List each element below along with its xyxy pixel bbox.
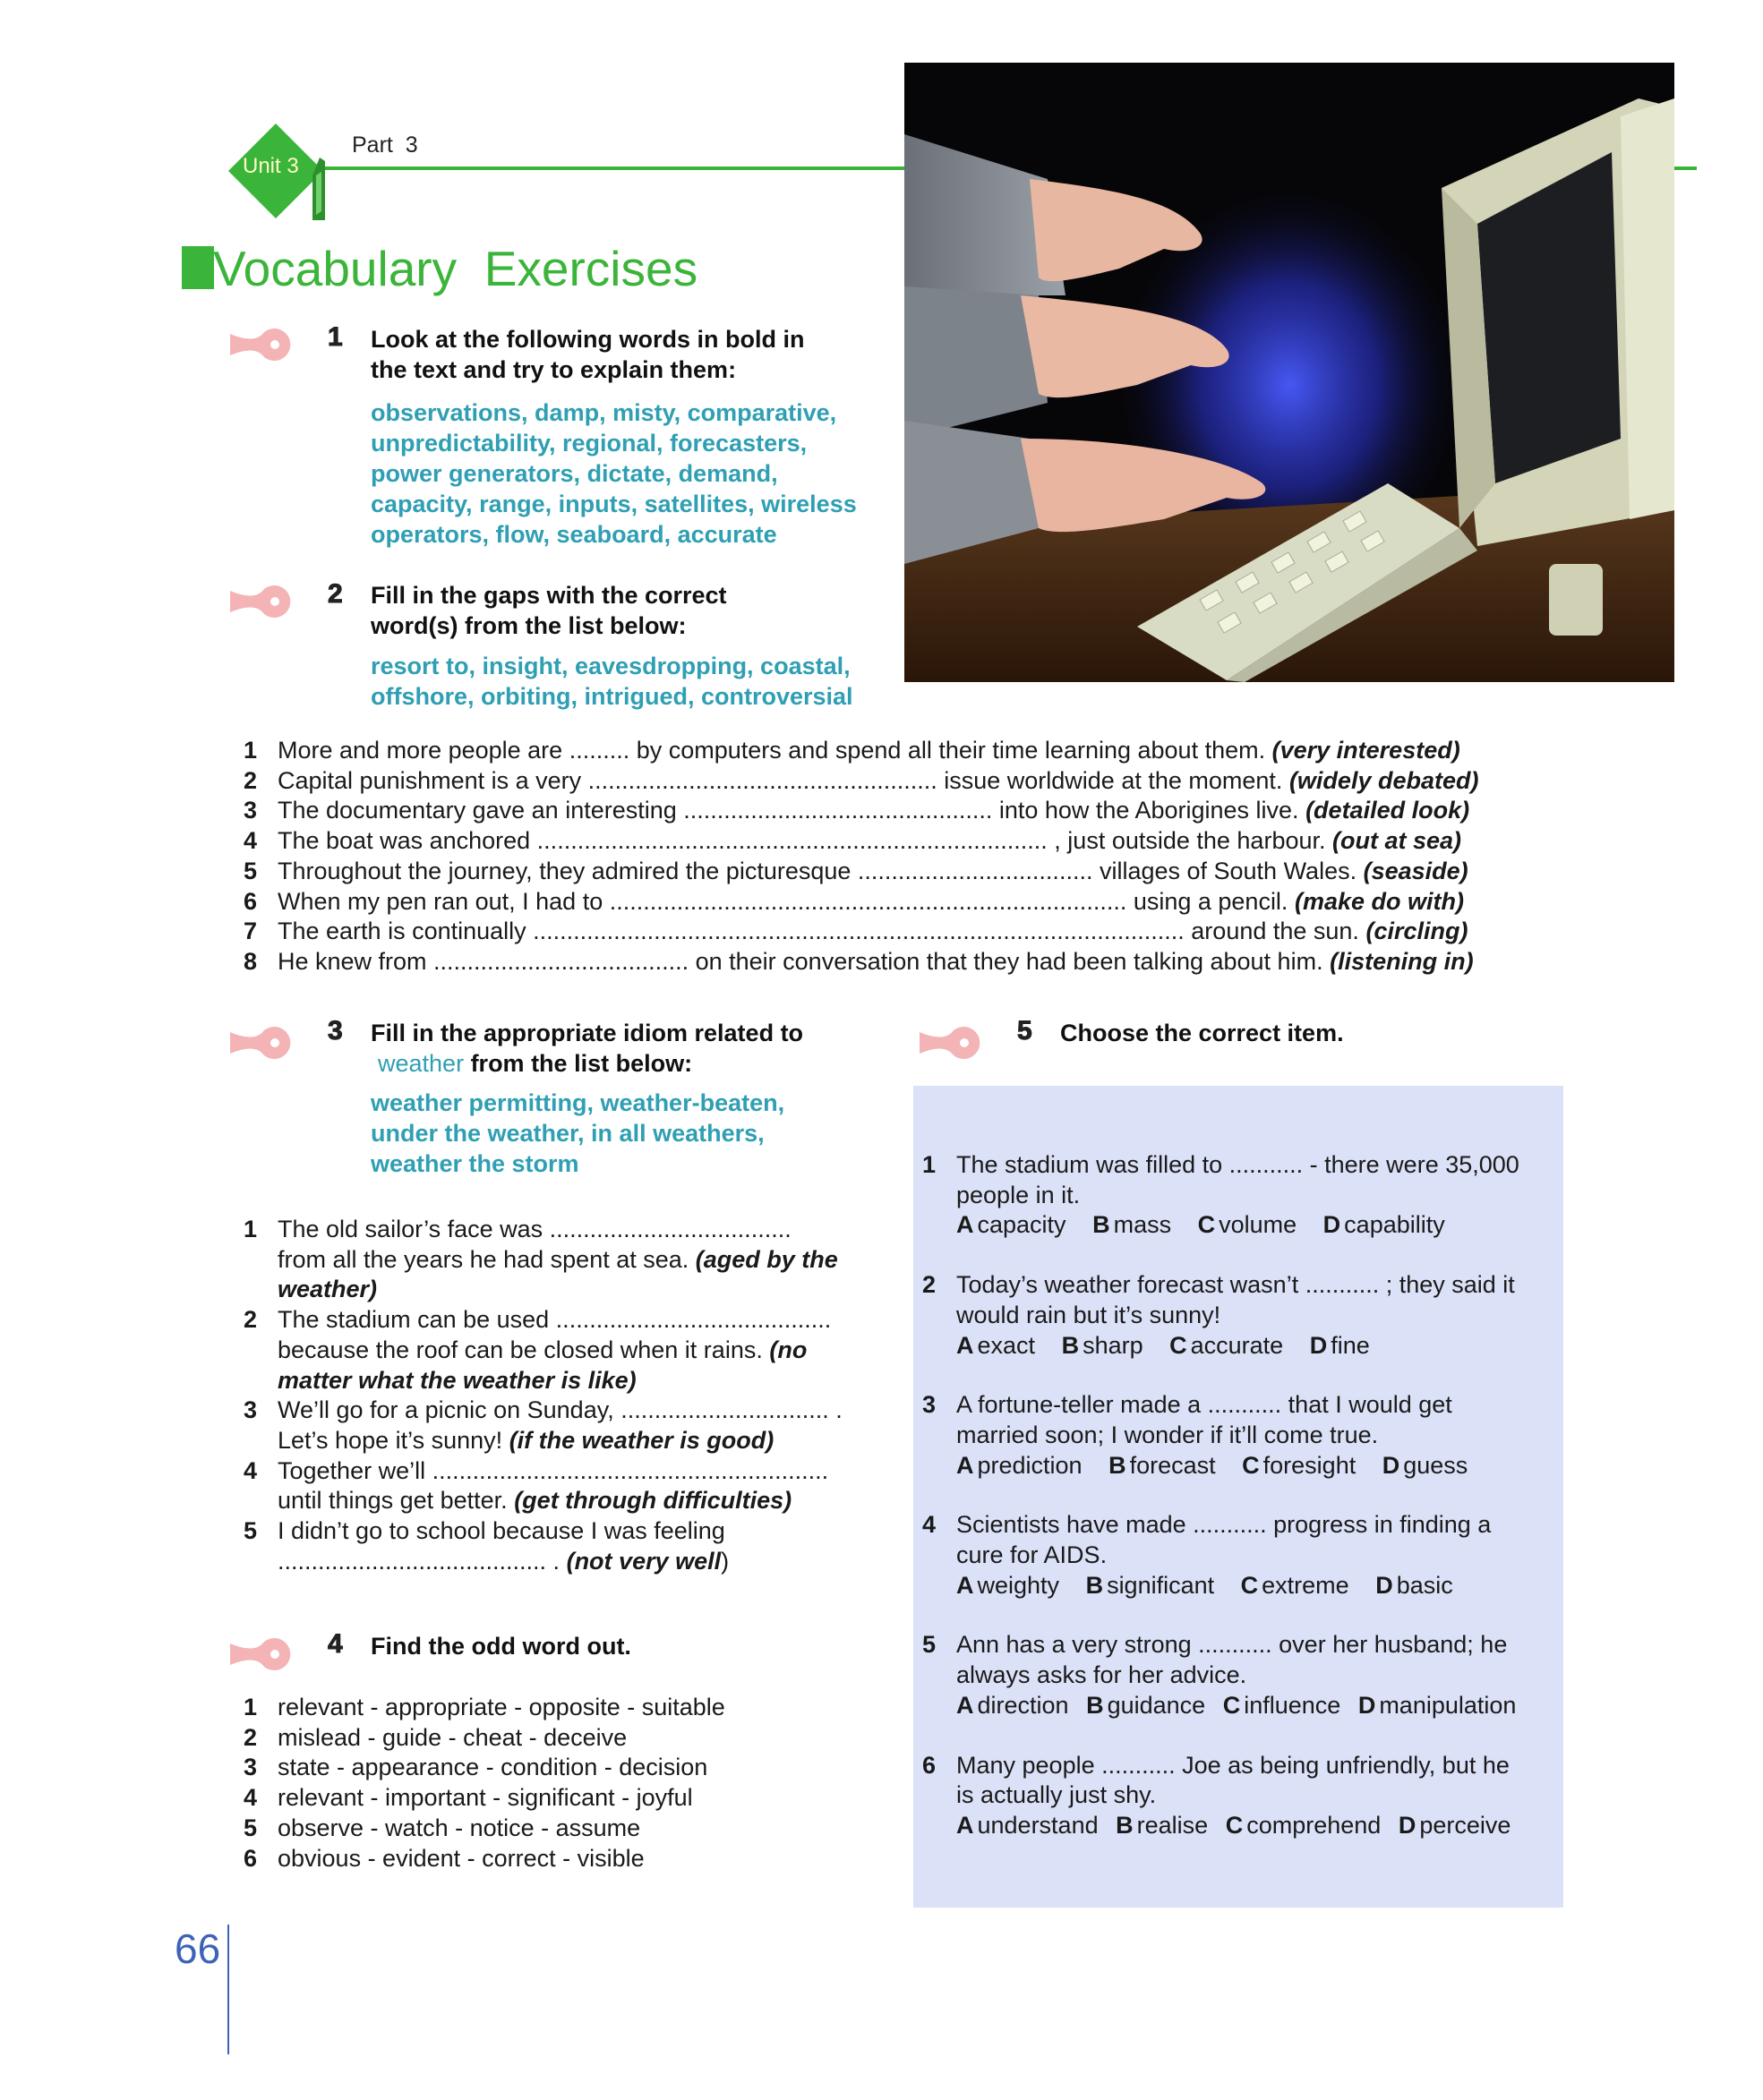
- option-text: guidance: [1107, 1691, 1206, 1719]
- ex3-item-hint: (if the weather is good): [509, 1426, 775, 1454]
- ex3-item-hint-cont: matter what the weather is like): [278, 1366, 637, 1394]
- ex4-item-text: obvious - evident - correct - visible: [278, 1844, 645, 1872]
- ex4-item-number: 1: [244, 1694, 258, 1720]
- ex3-items: [244, 1215, 888, 1576]
- ex3-item-line2: [278, 1336, 888, 1366]
- option-text: capacity: [977, 1211, 1066, 1239]
- ex4-item-number: 2: [244, 1723, 258, 1751]
- ex5-options: [956, 1210, 1558, 1241]
- ex5-question: [922, 1270, 1558, 1361]
- ex5-option[interactable]: [1226, 1812, 1382, 1839]
- ex5-question-line1: Ann has a very strong ........... over her husband; he: [956, 1631, 1508, 1659]
- ex1-instruction: [371, 324, 804, 385]
- ex5-question-line1: The stadium was filled to ........... - there were 35,000: [956, 1151, 1519, 1178]
- ex4-item: [244, 1814, 725, 1844]
- ex5-pin-icon: [918, 1025, 994, 1065]
- ex3-item-hint: (not very well: [566, 1547, 722, 1575]
- ex5-question: [922, 1510, 1558, 1601]
- ex2-sentence-text: Capital punishment is a very .................................................... issue worldwide at the moment.: [278, 766, 1283, 794]
- ex4-item-text: state - appearance - condition - decision: [278, 1754, 708, 1781]
- ex2-sentence-number: 8: [244, 947, 258, 975]
- ex3-item-hint: (no: [769, 1336, 808, 1363]
- ex3-item-text: from all the years he had spent at sea.: [278, 1245, 696, 1273]
- ex5-option[interactable]: [1169, 1332, 1283, 1359]
- ex4-item-number: 6: [244, 1844, 258, 1872]
- unit-badge: [227, 122, 325, 220]
- ex5-question-line1: Scientists have made ........... progress in finding a: [956, 1511, 1492, 1539]
- ex2-instruction-line1: Fill in the gaps with the correct: [371, 582, 727, 609]
- ex2-number: 2: [328, 579, 343, 609]
- ex5-question-line1: Today’s weather forecast wasn’t ........... ; they said it: [956, 1271, 1515, 1299]
- ex2-sentence-hint: (widely debated): [1288, 766, 1479, 794]
- option-letter: C: [1222, 1691, 1241, 1719]
- ex3-instruction-line1: Fill in the appropriate idiom related to: [371, 1020, 804, 1046]
- option-text: direction: [977, 1691, 1069, 1719]
- ex3-instruction: [371, 1018, 803, 1079]
- option-text: volume: [1219, 1211, 1297, 1239]
- ex4-instruction: Find the odd word out.: [371, 1633, 631, 1660]
- ex5-question-number: 5: [922, 1631, 937, 1659]
- ex5-option[interactable]: [956, 1332, 1035, 1359]
- option-letter: C: [1242, 1451, 1260, 1479]
- ex3-item: [244, 1516, 888, 1576]
- ex4-item-number: 3: [244, 1754, 258, 1781]
- ex4-item: [244, 1783, 725, 1814]
- option-text: prediction: [977, 1451, 1083, 1479]
- option-text: exact: [977, 1331, 1036, 1359]
- option-letter: B: [1085, 1571, 1104, 1599]
- ex5-option[interactable]: [1375, 1572, 1453, 1599]
- computer-photo: [904, 63, 1674, 682]
- ex3-item-line1: Together we’ll ...........................................................: [278, 1456, 829, 1484]
- ex1-instruction-line1: Look at the following words in bold in: [371, 326, 805, 353]
- ex3-instruction-rest: from the list below:: [464, 1050, 693, 1077]
- ex2-pin-icon: [228, 584, 304, 624]
- option-text: extreme: [1262, 1571, 1349, 1599]
- ex2-sentence-hint: (detailed look): [1305, 797, 1470, 824]
- ex2-sentence-number: 5: [244, 857, 258, 884]
- option-letter: A: [956, 1811, 974, 1839]
- option-letter: D: [1309, 1331, 1328, 1359]
- ex3-item-hint: (aged by the: [695, 1245, 838, 1273]
- ex3-instruction-keyword: weather: [378, 1050, 465, 1077]
- ex3-item-line1: We’ll go for a picnic on Sunday, ............................... .: [278, 1396, 843, 1424]
- ex3-word-line: weather permitting, weather-beaten,: [371, 1089, 785, 1116]
- ex5-option[interactable]: [1241, 1572, 1349, 1599]
- option-text: basic: [1396, 1571, 1453, 1599]
- ex3-item-number: 2: [244, 1306, 258, 1334]
- ex4-item-number: 5: [244, 1814, 258, 1841]
- option-text: fine: [1331, 1331, 1370, 1359]
- ex1-word-line: power generators, dictate, demand,: [371, 460, 778, 487]
- ex5-question-line2: always asks for her advice.: [956, 1661, 1247, 1689]
- ex4-number: 4: [328, 1629, 343, 1659]
- ex5-question-number: 2: [922, 1271, 937, 1299]
- option-text: foresight: [1262, 1451, 1356, 1479]
- option-text: guess: [1403, 1451, 1468, 1479]
- ex4-items: [244, 1693, 725, 1874]
- option-text: perceive: [1419, 1811, 1511, 1839]
- ex5-instruction: Choose the correct item.: [1060, 1020, 1344, 1046]
- ex3-item-number: 5: [244, 1517, 258, 1545]
- option-letter: D: [1322, 1211, 1341, 1239]
- ex2-sentence-number: 1: [244, 737, 258, 764]
- ex2-sentence-hint: (make do with): [1294, 887, 1464, 915]
- ex3-item: [244, 1396, 888, 1455]
- ex2-sentence: [244, 826, 1478, 857]
- ex5-question-line1: Many people ........... Joe as being unfriendly, but he: [956, 1751, 1510, 1779]
- page-number-rule: [227, 1925, 229, 2054]
- option-letter: B: [1061, 1331, 1080, 1359]
- ex5-question-number: 6: [922, 1751, 937, 1779]
- option-text: mass: [1113, 1211, 1172, 1239]
- option-text: comprehend: [1246, 1811, 1382, 1839]
- ex3-item-line1: I didn’t go to school because I was feeling: [278, 1517, 725, 1545]
- ex3-item-line1: The stadium can be used .........................................: [278, 1306, 832, 1334]
- ex2-sentence: [244, 857, 1478, 887]
- option-letter: B: [1116, 1811, 1134, 1839]
- ex3-item-line2: [278, 1486, 888, 1516]
- ex3-item: [244, 1305, 888, 1396]
- option-text: influence: [1244, 1691, 1341, 1719]
- ex5-options: [956, 1571, 1558, 1601]
- ex1-word-line: observations, damp, misty, comparative,: [371, 399, 837, 426]
- ex3-item: [244, 1456, 888, 1516]
- ex2-sentence-text: When my pen ran out, I had to ............................................................................. using a pencil.: [278, 887, 1288, 915]
- ex4-item-text: relevant - appropriate - opposite - suitable: [278, 1694, 725, 1720]
- ex5-option[interactable]: [956, 1572, 1059, 1599]
- ex5-question-line2: is actually just shy.: [956, 1781, 1157, 1809]
- ex2-sentences: [244, 736, 1478, 977]
- option-letter: A: [956, 1691, 974, 1719]
- ex1-word-list: [371, 397, 857, 550]
- ex5-option[interactable]: [1086, 1692, 1205, 1719]
- option-letter: A: [956, 1451, 974, 1479]
- ex4-item: [244, 1693, 725, 1723]
- ex2-word-list: [371, 651, 853, 712]
- ex2-sentence: [244, 766, 1478, 797]
- ex5-question: [922, 1630, 1558, 1720]
- option-letter: C: [1169, 1331, 1187, 1359]
- option-letter: C: [1197, 1211, 1216, 1239]
- ex5-option[interactable]: [1108, 1452, 1216, 1479]
- ex5-option[interactable]: [1323, 1211, 1445, 1238]
- ex4-item-text: observe - watch - notice - assume: [278, 1814, 641, 1841]
- ex2-sentence: [244, 796, 1478, 826]
- ex5-question-line2: cure for AIDS.: [956, 1541, 1108, 1569]
- ex5-option[interactable]: [956, 1452, 1083, 1479]
- option-text: accurate: [1190, 1331, 1284, 1359]
- option-text: significant: [1107, 1571, 1215, 1599]
- ex2-sentence-number: 7: [244, 918, 258, 945]
- ex2-sentence-text: Throughout the journey, they admired the picturesque ................................... villages of South Wales.: [278, 857, 1357, 884]
- ex5-option[interactable]: [956, 1211, 1066, 1238]
- ex3-item-text: ........................................ .: [278, 1547, 567, 1575]
- ex4-item: [244, 1723, 725, 1754]
- ex5-option[interactable]: [1092, 1211, 1171, 1238]
- ex5-question-line2: people in it.: [956, 1181, 1081, 1208]
- ex2-sentence-text: More and more people are ......... by computers and spend all their time learning about them.: [278, 737, 1266, 764]
- option-text: realise: [1136, 1811, 1209, 1839]
- ex3-item-text: until things get better.: [278, 1487, 515, 1515]
- ex2-sentence-text: The boat was anchored ............................................................................ , just outside the harbour.: [278, 827, 1326, 855]
- ex2-sentence-number: 6: [244, 887, 258, 915]
- ex5-option[interactable]: [1358, 1692, 1517, 1719]
- option-text: sharp: [1083, 1331, 1143, 1359]
- ex5-question: [922, 1150, 1558, 1241]
- ex1-instruction-line2: the text and try to explain them:: [371, 356, 737, 383]
- ex5-option[interactable]: [1086, 1572, 1215, 1599]
- ex4-item: [244, 1844, 725, 1874]
- ex5-question-line2: would rain but it’s sunny!: [956, 1301, 1221, 1328]
- ex5-option[interactable]: [1310, 1332, 1370, 1359]
- option-text: manipulation: [1379, 1691, 1517, 1719]
- ex3-instruction-line2: [371, 1048, 803, 1079]
- ex4-item-number: 4: [244, 1784, 258, 1812]
- ex2-sentence-text: He knew from ...................................... on their conversation that they had been talking about him.: [278, 947, 1323, 975]
- ex3-word-line: under the weather, in all weathers,: [371, 1120, 765, 1147]
- ex5-option[interactable]: [1198, 1211, 1297, 1238]
- option-text: forecast: [1129, 1451, 1216, 1479]
- ex5-question-number: 1: [922, 1151, 937, 1178]
- ex2-instruction-line2: word(s) from the list below:: [371, 612, 687, 639]
- ex5-option[interactable]: [1116, 1812, 1208, 1839]
- ex2-sentence-number: 4: [244, 827, 258, 855]
- ex1-number: 1: [328, 322, 343, 352]
- ex3-item-line1: The old sailor’s face was ....................................: [278, 1216, 792, 1242]
- part-label: Part 3: [352, 132, 418, 158]
- ex2-sentence-hint: (seaside): [1363, 857, 1468, 884]
- ex4-pin-icon: [228, 1636, 304, 1677]
- page-number: 66: [175, 1925, 221, 1972]
- option-letter: C: [1240, 1571, 1259, 1599]
- ex5-number: 5: [1017, 1016, 1032, 1046]
- ex5-items: [922, 1150, 1558, 1841]
- ex3-item-line2: [278, 1426, 888, 1456]
- ex5-options: [956, 1331, 1558, 1362]
- ex5-question: [922, 1751, 1558, 1841]
- ex5-option[interactable]: [1242, 1452, 1356, 1479]
- ex5-option[interactable]: [1399, 1812, 1511, 1839]
- ex2-sentence-number: 3: [244, 797, 258, 824]
- option-letter: D: [1382, 1451, 1400, 1479]
- ex5-question-line2: married soon; I wonder if it’ll come true.: [956, 1421, 1379, 1448]
- page-title: Vocabulary Exercises: [213, 241, 698, 296]
- option-letter: D: [1375, 1571, 1393, 1599]
- option-letter: B: [1108, 1451, 1126, 1479]
- option-letter: A: [956, 1211, 974, 1239]
- ex2-sentence: [244, 917, 1478, 947]
- ex2-instruction: [371, 580, 727, 641]
- ex3-item-hint: (get through difficulties): [514, 1487, 792, 1515]
- ex1-word-line: unpredictability, regional, forecasters,: [371, 430, 808, 457]
- ex2-sentence-hint: (very interested): [1271, 737, 1460, 764]
- ex3-item-line2: [278, 1547, 888, 1577]
- option-letter: A: [956, 1571, 974, 1599]
- ex5-option[interactable]: [1223, 1692, 1341, 1719]
- ex3-item-text: Let’s hope it’s sunny!: [278, 1426, 509, 1454]
- ex2-sentence-hint: (out at sea): [1332, 827, 1462, 855]
- ex5-option[interactable]: [956, 1692, 1069, 1719]
- hands-on-keyboard-illustration: [904, 63, 1674, 682]
- ex3-item-line2: [278, 1245, 888, 1276]
- ex3-item-text: because the roof can be closed when it rains.: [278, 1336, 770, 1363]
- ex3-word-line: weather the storm: [371, 1150, 579, 1177]
- ex4-item-text: mislead - guide - cheat - deceive: [278, 1723, 628, 1751]
- option-text: weighty: [977, 1571, 1060, 1599]
- ex3-item-hint-cont: weather): [278, 1276, 378, 1303]
- option-letter: A: [956, 1331, 974, 1359]
- title-marker: [182, 246, 214, 289]
- ex5-options: [956, 1451, 1558, 1481]
- ex4-item: [244, 1753, 725, 1783]
- ex3-item: [244, 1215, 888, 1305]
- ex3-item-number: 1: [244, 1216, 258, 1242]
- ex3-item-tail: ): [721, 1547, 730, 1575]
- ex2-sentence: [244, 736, 1478, 766]
- option-letter: D: [1357, 1691, 1376, 1719]
- ex1-word-line: operators, flow, seaboard, accurate: [371, 521, 777, 548]
- ex2-sentence: [244, 887, 1478, 918]
- ex2-sentence-hint: (listening in): [1330, 947, 1474, 975]
- ex2-sentence-text: The earth is continually ................................................................................................. around the sun.: [278, 918, 1359, 945]
- option-letter: C: [1225, 1811, 1244, 1839]
- option-text: understand: [977, 1811, 1099, 1839]
- ex2-word-line: resort to, insight, eavesdropping, coastal,: [371, 653, 851, 679]
- ex5-option[interactable]: [956, 1812, 1099, 1839]
- ex2-sentence-hint: (circling): [1365, 918, 1468, 945]
- option-letter: B: [1092, 1211, 1110, 1239]
- ex4-item-text: relevant - important - significant - joyful: [278, 1784, 693, 1812]
- ex5-options: [956, 1691, 1558, 1721]
- ex5-question-number: 4: [922, 1511, 937, 1539]
- ex3-item-number: 4: [244, 1456, 258, 1484]
- ex3-pin-icon: [228, 1025, 304, 1065]
- option-letter: D: [1398, 1811, 1416, 1839]
- ex2-sentence-number: 2: [244, 766, 258, 794]
- ex5-question-number: 3: [922, 1391, 937, 1419]
- ex5-option[interactable]: [1062, 1332, 1143, 1359]
- ex1-word-line: capacity, range, inputs, satellites, wireless: [371, 491, 857, 517]
- ex2-sentence: [244, 947, 1478, 977]
- ex5-options: [956, 1811, 1558, 1841]
- ex2-word-line: offshore, orbiting, intrigued, controversial: [371, 683, 853, 710]
- ex3-word-list: [371, 1088, 784, 1179]
- option-text: capability: [1344, 1211, 1445, 1239]
- ex5-option[interactable]: [1382, 1452, 1468, 1479]
- ex3-item-number: 3: [244, 1396, 258, 1424]
- option-letter: B: [1086, 1691, 1104, 1719]
- ex3-number: 3: [328, 1016, 343, 1046]
- ex5-question: [922, 1390, 1558, 1481]
- ex1-pin-icon: [228, 327, 304, 367]
- unit-badge-label: Unit 3: [243, 154, 299, 178]
- ex5-question-line1: A fortune-teller made a ........... that I would get: [956, 1391, 1452, 1419]
- ex2-sentence-text: The documentary gave an interesting .............................................. into how the Aborigines live.: [278, 797, 1299, 824]
